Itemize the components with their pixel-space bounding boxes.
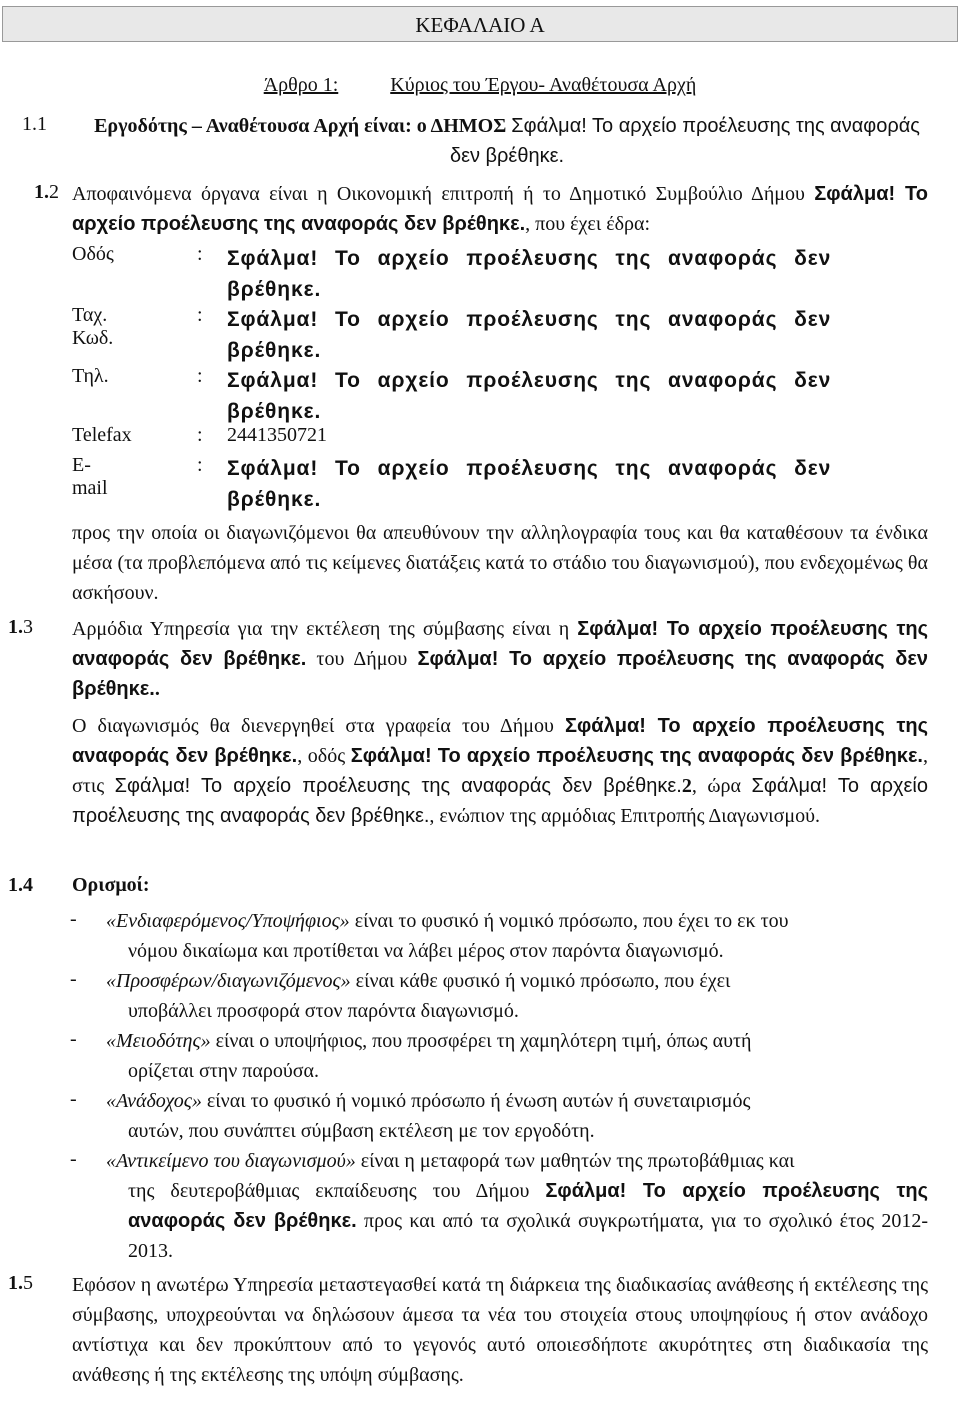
article-label: Άρθρο 1:: [263, 74, 339, 96]
definition-term: «Ενδιαφερόμενος/Υποψήφιος»: [106, 910, 350, 932]
postal-error: Σφάλμα! Το αρχείο προέλευσης της αναφοράς δεν βρέθηκε.: [227, 308, 832, 362]
article-title: Κύριος του Έργου- Αναθέτουσα Αρχή: [390, 74, 697, 96]
municipality-error: Σφάλμα! Το αρχείο προέλευσης της αναφοράς δεν βρέθηκε.: [72, 648, 929, 700]
postal-label: Ταχ. Κωδ.: [72, 304, 114, 349]
seat-text: , που έχει έδρα:: [525, 213, 651, 235]
tender-date-error: Σφάλμα! Το αρχείο προέλευσης της αναφοράς δεν βρέθηκε.: [114, 775, 682, 797]
tender-office-text: Ο διαγωνισμός θα διενεργηθεί στα γραφεία του Δήμου: [72, 715, 554, 737]
chapter-heading: [2, 6, 958, 42]
phone-colon: :: [197, 365, 203, 387]
definitions-title: Ορισμοί:: [72, 874, 150, 896]
phone-label: Τηλ.: [72, 365, 109, 387]
definition-term: «Αντικείμενο του διαγωνισμού»: [106, 1150, 356, 1172]
chapter-title: ΚΕΦΑΛΑΙΟ Α: [415, 13, 545, 37]
article-heading: [0, 74, 960, 97]
employer-error: Σφάλμα! Το αρχείο προέλευσης της αναφοράς δεν βρέθηκε.: [449, 115, 920, 167]
tender-street-error: Σφάλμα! Το αρχείο προέλευσης της αναφοράς δεν βρέθηκε.: [350, 745, 923, 767]
section-number-1-3: 1.3: [8, 616, 33, 638]
section-number-1-2: 1.2: [34, 181, 59, 203]
section-number-1-1: 1.1: [22, 113, 47, 135]
municipality-text: του Δήμου: [316, 648, 408, 670]
section-1-2: [72, 179, 928, 239]
street-error: Σφάλμα! Το αρχείο προέλευσης της αναφοράς δεν βρέθηκε.: [227, 247, 832, 301]
fax-colon: :: [197, 424, 203, 446]
email-label: E-mail: [72, 454, 108, 499]
email-colon: :: [197, 454, 203, 476]
definition-term: «Μειοδότης»: [106, 1030, 211, 1052]
tender-office-error: Σφάλμα! Το αρχείο προέλευσης της αναφοράς δεν βρέθηκε.: [72, 715, 929, 767]
document-page: ΚΕΦΑΛΑΙΟ Α Άρθρο 1: Κύριος του Έργου- Αναθέτουσα Αρχή 1.1 Εργοδότης – Αναθέτουσα Αρχή είναι: ο ΔΗΜΟΣ Σφάλμα! Το αρχείο προέλευσης της αναφοράς δεν βρέθηκε. 1.2 Αποφαινόμενα όργανα είναι η Οικονομική επιτροπή ή το Δημοτικό Συμβούλιο Δήμου Σφάλμα! Το αρχείο προέλευσης της αναφοράς δεν βρέθηκε., που έχει έδρα: Οδός : Σφάλμα! Το αρχείο προέλευσης της αναφοράς δεν βρέθηκε. Ταχ. Κωδ. : Σφάλμα! Το αρχείο προέλευσης της αναφοράς δεν βρέθηκε. Τηλ. : Σφάλμα! Το αρχείο προέλευσης της αναφοράς δεν βρέθηκε. Telefax : 2441350721 E-mail : Σφάλμα! Το αρχείο προέλευσης της αναφοράς δεν βρέθηκε. προς την οποία οι διαγωνιζόμενοι θα απευθύνουν την αλληλογραφία τους και θα καταθέσουν τα ένδικα μέσα (τα προβλεπόμενα από τις κείμενες διατάξεις κατά το στάδιο του διαγωνισμού), που ενδεχομένως θα ασκήσουν. 1.3 Αρμόδια Υπηρεσία για την εκτέλεση της σύμβασης είναι η Σφάλμα! Το αρχείο προέλευσης της αναφοράς δεν βρέθηκε. του Δήμου Σφάλμα! Το αρχείο προέλευσης της αναφοράς δεν βρέθηκε.. Ο διαγωνισμός θα διενεργηθεί στα γραφεία του Δήμου Σφάλμα! Το αρχείο προέλευσης της αναφοράς δεν βρέθηκε., οδός Σφάλμα! Το αρχείο προέλευσης της αναφοράς δεν βρέθηκε., στις Σφάλμα! Το αρχείο προέλευσης της αναφοράς δεν βρέθηκε.2, ώρα Σφάλμα! Το αρχείο προέλευσης της αναφοράς δεν βρέθηκε., ενώπιον της αρμόδιας Επιτροπής Διαγωνισμού. 1.4 Ορισμοί: - «Ενδιαφερόμενος/Υποψήφιος» είναι το φυσικό ή νομικό πρόσωπο, που έχει το εκ του νόμου δικαίωμα και προτίθεται να λάβει μέρος στον παρόντα διαγωνισμό. - «Προσφέρων/διαγωνιζόμενος» είναι κάθε φυσικό ή νομικό πρόσωπο, που έχει υποβάλλει προσφορά στον παρόντα διαγωνισμό. - «Μειοδότης» είναι ο υποψήφιος, που προσφέρει τη χαμηλότερη τιμή, όπως αυτή ορίζεται στην παρούσα. - «Ανάδοχος» είναι το φυσικό ή νομικό πρόσωπο ή ένωση αυτών ή συνεταιρισμός αυτών, που συνάπτει σύμβαση εκτέλεση με τον εργοδότη. - «Αντικείμενο του διαγωνισμού» είναι η μεταφορά των μαθητών της πρωτοβάθμιας και της δευτεροβάθμιας εκπαίδευσης του Δήμου Σφάλμα! Το αρχείο προέλευσης της αναφοράς δεν βρέθηκε. προς και από τα σχολικά συγκρωτήματα, για το σχολικό έτος 2012-2013. 1.5 Εφόσον η ανωτέρω Υπηρεσία μεταστεγασθεί κατά τη διάρκεια της διαδικασίας ανάθεσης ή εκτέλεσης της σύμβασης, υποχρεούνται να δηλώσουν άμεσα τα νέα του στοιχεία στους υποψηφίους ή στον ανάδοχο αντίστιχα και δεν προκύπτουν από το γεγονός αυτό οποιεσδήποτε ακυρότητες στη διαδικασία της ανάθεσης ή της εκτέλεσης της υπόψη σύμβασης.: [0, 0, 960, 1415]
tender-paragraph: Ο διαγωνισμός θα διενεργηθεί στα γραφεία του Δήμου Σφάλμα! Το αρχείο προέλευσης της αναφοράς δεν βρέθηκε., οδός Σφάλμα! Το αρχείο προέλευσης της αναφοράς δεν βρέθηκε., στις Σφάλμα! Το αρχείο προέλευσης της αναφοράς δεν βρέθηκε.2, ώρα Σφάλμα! Το αρχείο προέλευσης της αναφοράς δεν βρέθηκε., ενώπιον της αρμόδιας Επιτροπής Διαγωνισμού.: [72, 715, 929, 827]
section-number-1-4: 1.4: [8, 874, 33, 896]
service-text: Αρμόδια Υπηρεσία για την εκτέλεση της σύμβασης είναι η: [72, 618, 570, 640]
authorities-text: Αποφαινόμενα όργανα είναι η Οικονομική επιτροπή ή το Δημοτικό Συμβούλιο Δήμου: [72, 183, 805, 205]
section-1-1: [86, 111, 928, 171]
correspondence-paragraph: προς την οποία οι διαγωνιζόμενοι θα απευθύνουν την αλληλογραφία τους και θα καταθέσουν τα ένδικα μέσα (τα προβλεπόμενα από τις κείμενες διατάξεις κατά το στάδιο του διαγωνισμού), που ενδεχομένως θα ασκήσουν.: [72, 522, 928, 604]
service-error: Σφάλμα! Το αρχείο προέλευσης της αναφοράς δεν βρέθηκε.: [72, 618, 929, 670]
authorities-error: Σφάλμα! Το αρχείο προέλευσης της αναφοράς δεν βρέθηκε.: [72, 183, 928, 235]
fax-value: 2441350721: [227, 424, 327, 446]
street-label: Οδός: [72, 243, 114, 265]
tender-time-error: Σφάλμα! Το αρχείο προέλευσης της αναφοράς δεν βρέθηκε.: [72, 775, 928, 827]
section-1-3: Αρμόδια Υπηρεσία για την εκτέλεση της σύμβασης είναι η Σφάλμα! Το αρχείο προέλευσης της αναφοράς δεν βρέθηκε. του Δήμου Σφάλμα! Το αρχείο προέλευσης της αναφοράς δεν βρέθηκε..: [72, 618, 929, 700]
street-colon: :: [197, 243, 203, 265]
transport-error: Σφάλμα! Το αρχείο προέλευσης της αναφοράς δεν βρέθηκε.: [128, 1180, 928, 1232]
fax-label: Telefax: [72, 424, 132, 446]
email-error: Σφάλμα! Το αρχείο προέλευσης της αναφοράς δεν βρέθηκε.: [227, 457, 832, 511]
section-1-5: Εφόσον η ανωτέρω Υπηρεσία μεταστεγασθεί κατά τη διάρκεια της διαδικασίας ανάθεσης ή εκτέλεσης της σύμβασης, υποχρεούνται να δηλώσουν άμεσα τα νέα του στοιχεία στους υποψηφίους ή στον ανάδοχο αντίστιχα και δεν προκύπτουν από το γεγονός αυτό οποιεσδήποτε ακυρότητες στη διαδικασία της ανάθεσης ή της εκτέλεσης της υπόψη σύμβασης.: [72, 1274, 928, 1386]
definition-term: «Προσφέρων/διαγωνιζόμενος»: [106, 970, 351, 992]
definition-term: «Ανάδοχος»: [106, 1090, 202, 1112]
postal-colon: :: [197, 304, 203, 326]
employer-bold: Εργοδότης – Αναθέτουσα Αρχή είναι: ο ΔΗΜΟΣ: [94, 115, 507, 137]
phone-error: Σφάλμα! Το αρχείο προέλευσης της αναφοράς δεν βρέθηκε.: [227, 369, 832, 423]
section-number-1-5: 1.5: [8, 1272, 33, 1294]
